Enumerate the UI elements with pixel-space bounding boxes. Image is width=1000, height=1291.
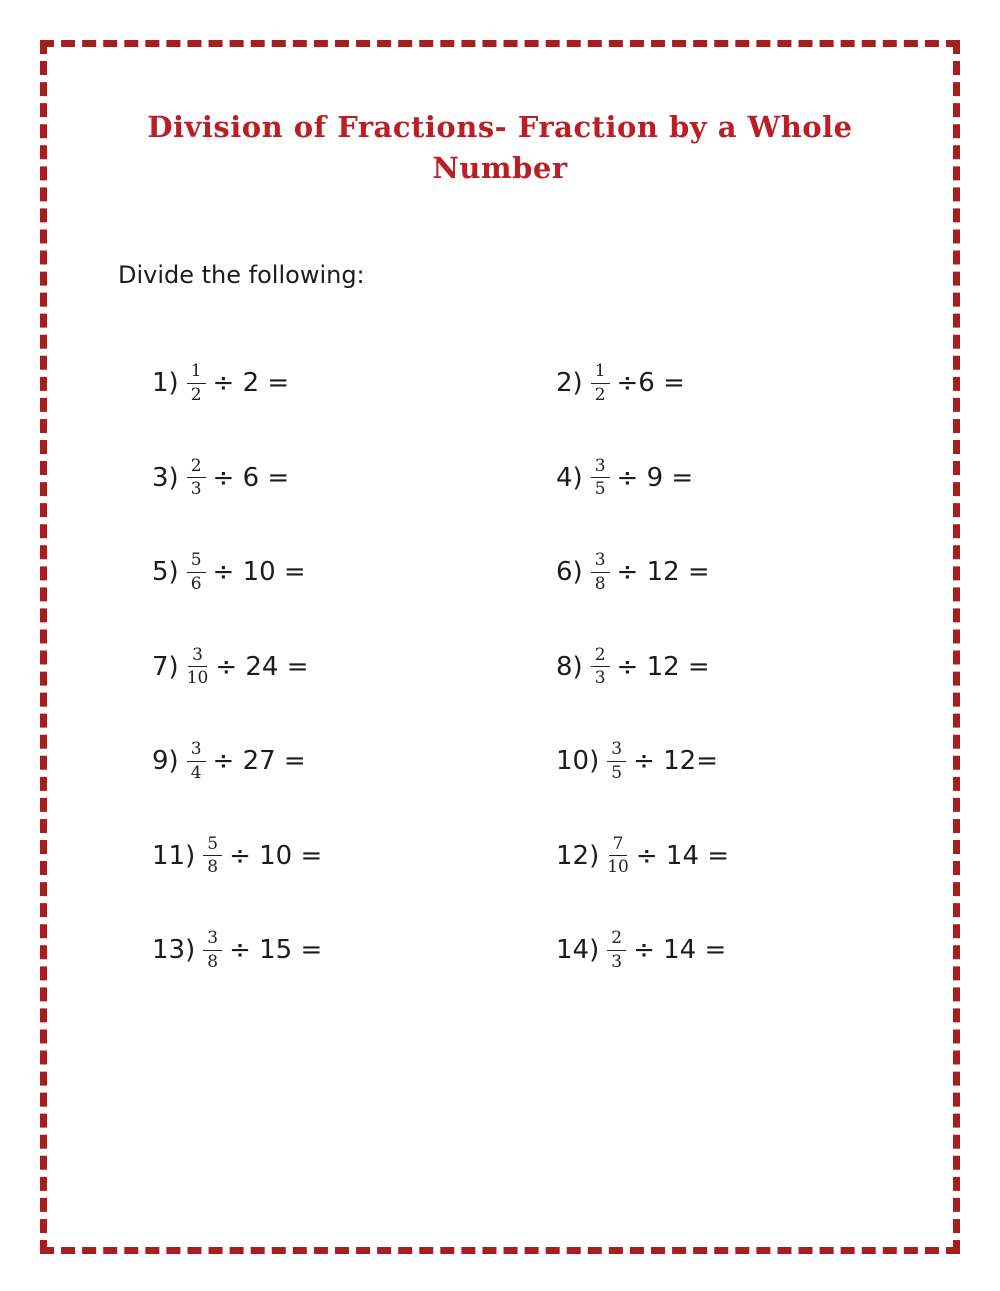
problem-number: 13) xyxy=(152,935,196,966)
problem-expression: ÷ 12= xyxy=(633,746,718,777)
fraction xyxy=(187,739,206,783)
problem-expression: ÷ 24 = xyxy=(215,651,309,682)
fraction xyxy=(591,456,610,500)
problem-2 xyxy=(556,361,912,405)
fraction-denominator: 3 xyxy=(611,951,623,972)
problem-12 xyxy=(556,834,912,878)
fraction xyxy=(591,645,610,689)
fraction-denominator: 5 xyxy=(611,762,623,783)
problem-number: 2) xyxy=(556,368,583,399)
fraction-numerator: 5 xyxy=(203,834,222,856)
problem-number: 3) xyxy=(152,462,179,493)
fraction-numerator: 3 xyxy=(188,645,207,667)
problem-number: 6) xyxy=(556,557,583,588)
problem-expression: ÷ 10 = xyxy=(229,840,323,871)
problem-7 xyxy=(152,645,556,689)
fraction-numerator: 5 xyxy=(187,550,206,572)
fraction-denominator: 10 xyxy=(607,857,629,878)
problem-expression: ÷6 = xyxy=(616,368,685,399)
fraction xyxy=(607,739,626,783)
problem-8 xyxy=(556,645,912,689)
problem-4 xyxy=(556,456,912,500)
problem-number: 14) xyxy=(556,935,600,966)
fraction-denominator: 10 xyxy=(186,668,209,689)
fraction-denominator: 5 xyxy=(594,479,606,500)
problem-5 xyxy=(152,550,556,594)
fraction-numerator: 3 xyxy=(591,456,610,478)
problem-13 xyxy=(152,928,556,972)
fraction-numerator: 2 xyxy=(187,456,206,478)
problem-number: 1) xyxy=(152,368,179,399)
problem-number: 8) xyxy=(556,651,583,682)
problem-9 xyxy=(152,739,556,783)
fraction xyxy=(203,928,222,972)
fraction-numerator: 3 xyxy=(187,739,206,761)
fraction xyxy=(607,834,629,878)
problem-number: 9) xyxy=(152,746,179,777)
fraction-numerator: 7 xyxy=(609,834,628,856)
problem-number: 12) xyxy=(556,840,600,871)
fraction xyxy=(187,361,206,405)
fraction xyxy=(591,361,610,405)
fraction xyxy=(187,645,209,689)
fraction-denominator: 8 xyxy=(207,951,219,972)
fraction-denominator: 3 xyxy=(190,479,202,500)
fraction-numerator: 1 xyxy=(591,361,610,383)
problem-expression: ÷ 14 = xyxy=(635,840,730,871)
fraction-denominator: 8 xyxy=(594,573,606,594)
fraction-numerator: 1 xyxy=(187,361,206,383)
fraction-denominator: 3 xyxy=(594,668,606,689)
problem-number: 4) xyxy=(556,462,583,493)
problem-expression: ÷ 12 = xyxy=(616,651,710,682)
fraction-denominator: 6 xyxy=(190,573,202,594)
problem-expression: ÷ 10 = xyxy=(212,557,306,588)
fraction-numerator: 3 xyxy=(591,550,610,572)
fraction-numerator: 3 xyxy=(607,739,626,761)
fraction xyxy=(187,456,206,500)
problems-grid xyxy=(152,336,912,998)
fraction xyxy=(203,834,222,878)
worksheet-title xyxy=(0,107,1000,189)
problem-expression: ÷ 12 = xyxy=(616,557,710,588)
problem-number: 10) xyxy=(556,746,600,777)
fraction xyxy=(187,550,206,594)
problem-expression: ÷ 27 = xyxy=(212,746,306,777)
fraction-denominator: 8 xyxy=(207,857,219,878)
fraction-numerator: 2 xyxy=(607,928,626,950)
fraction xyxy=(607,928,626,972)
problem-expression: ÷ 2 = xyxy=(212,368,290,399)
problem-number: 11) xyxy=(152,840,196,871)
problem-10 xyxy=(556,739,912,783)
problem-1 xyxy=(152,361,556,405)
instruction-text: Divide the following: xyxy=(118,261,365,289)
fraction-denominator: 2 xyxy=(594,384,606,405)
problem-expression: ÷ 6 = xyxy=(212,462,290,493)
problem-expression: ÷ 14 = xyxy=(633,935,727,966)
fraction xyxy=(591,550,610,594)
problem-3 xyxy=(152,456,556,500)
fraction-numerator: 3 xyxy=(203,928,222,950)
worksheet-title-line-1: Division of Fractions- Fraction by a Whole xyxy=(147,110,853,144)
problem-6 xyxy=(556,550,912,594)
problem-expression: ÷ 9 = xyxy=(616,462,694,493)
worksheet-title-line-2: Number xyxy=(432,151,568,185)
problem-expression: ÷ 15 = xyxy=(229,935,323,966)
fraction-numerator: 2 xyxy=(591,645,610,667)
problem-number: 5) xyxy=(152,557,179,588)
fraction-denominator: 2 xyxy=(190,384,202,405)
problem-number: 7) xyxy=(152,651,179,682)
fraction-denominator: 4 xyxy=(190,762,202,783)
problem-14 xyxy=(556,928,912,972)
problem-11 xyxy=(152,834,556,878)
